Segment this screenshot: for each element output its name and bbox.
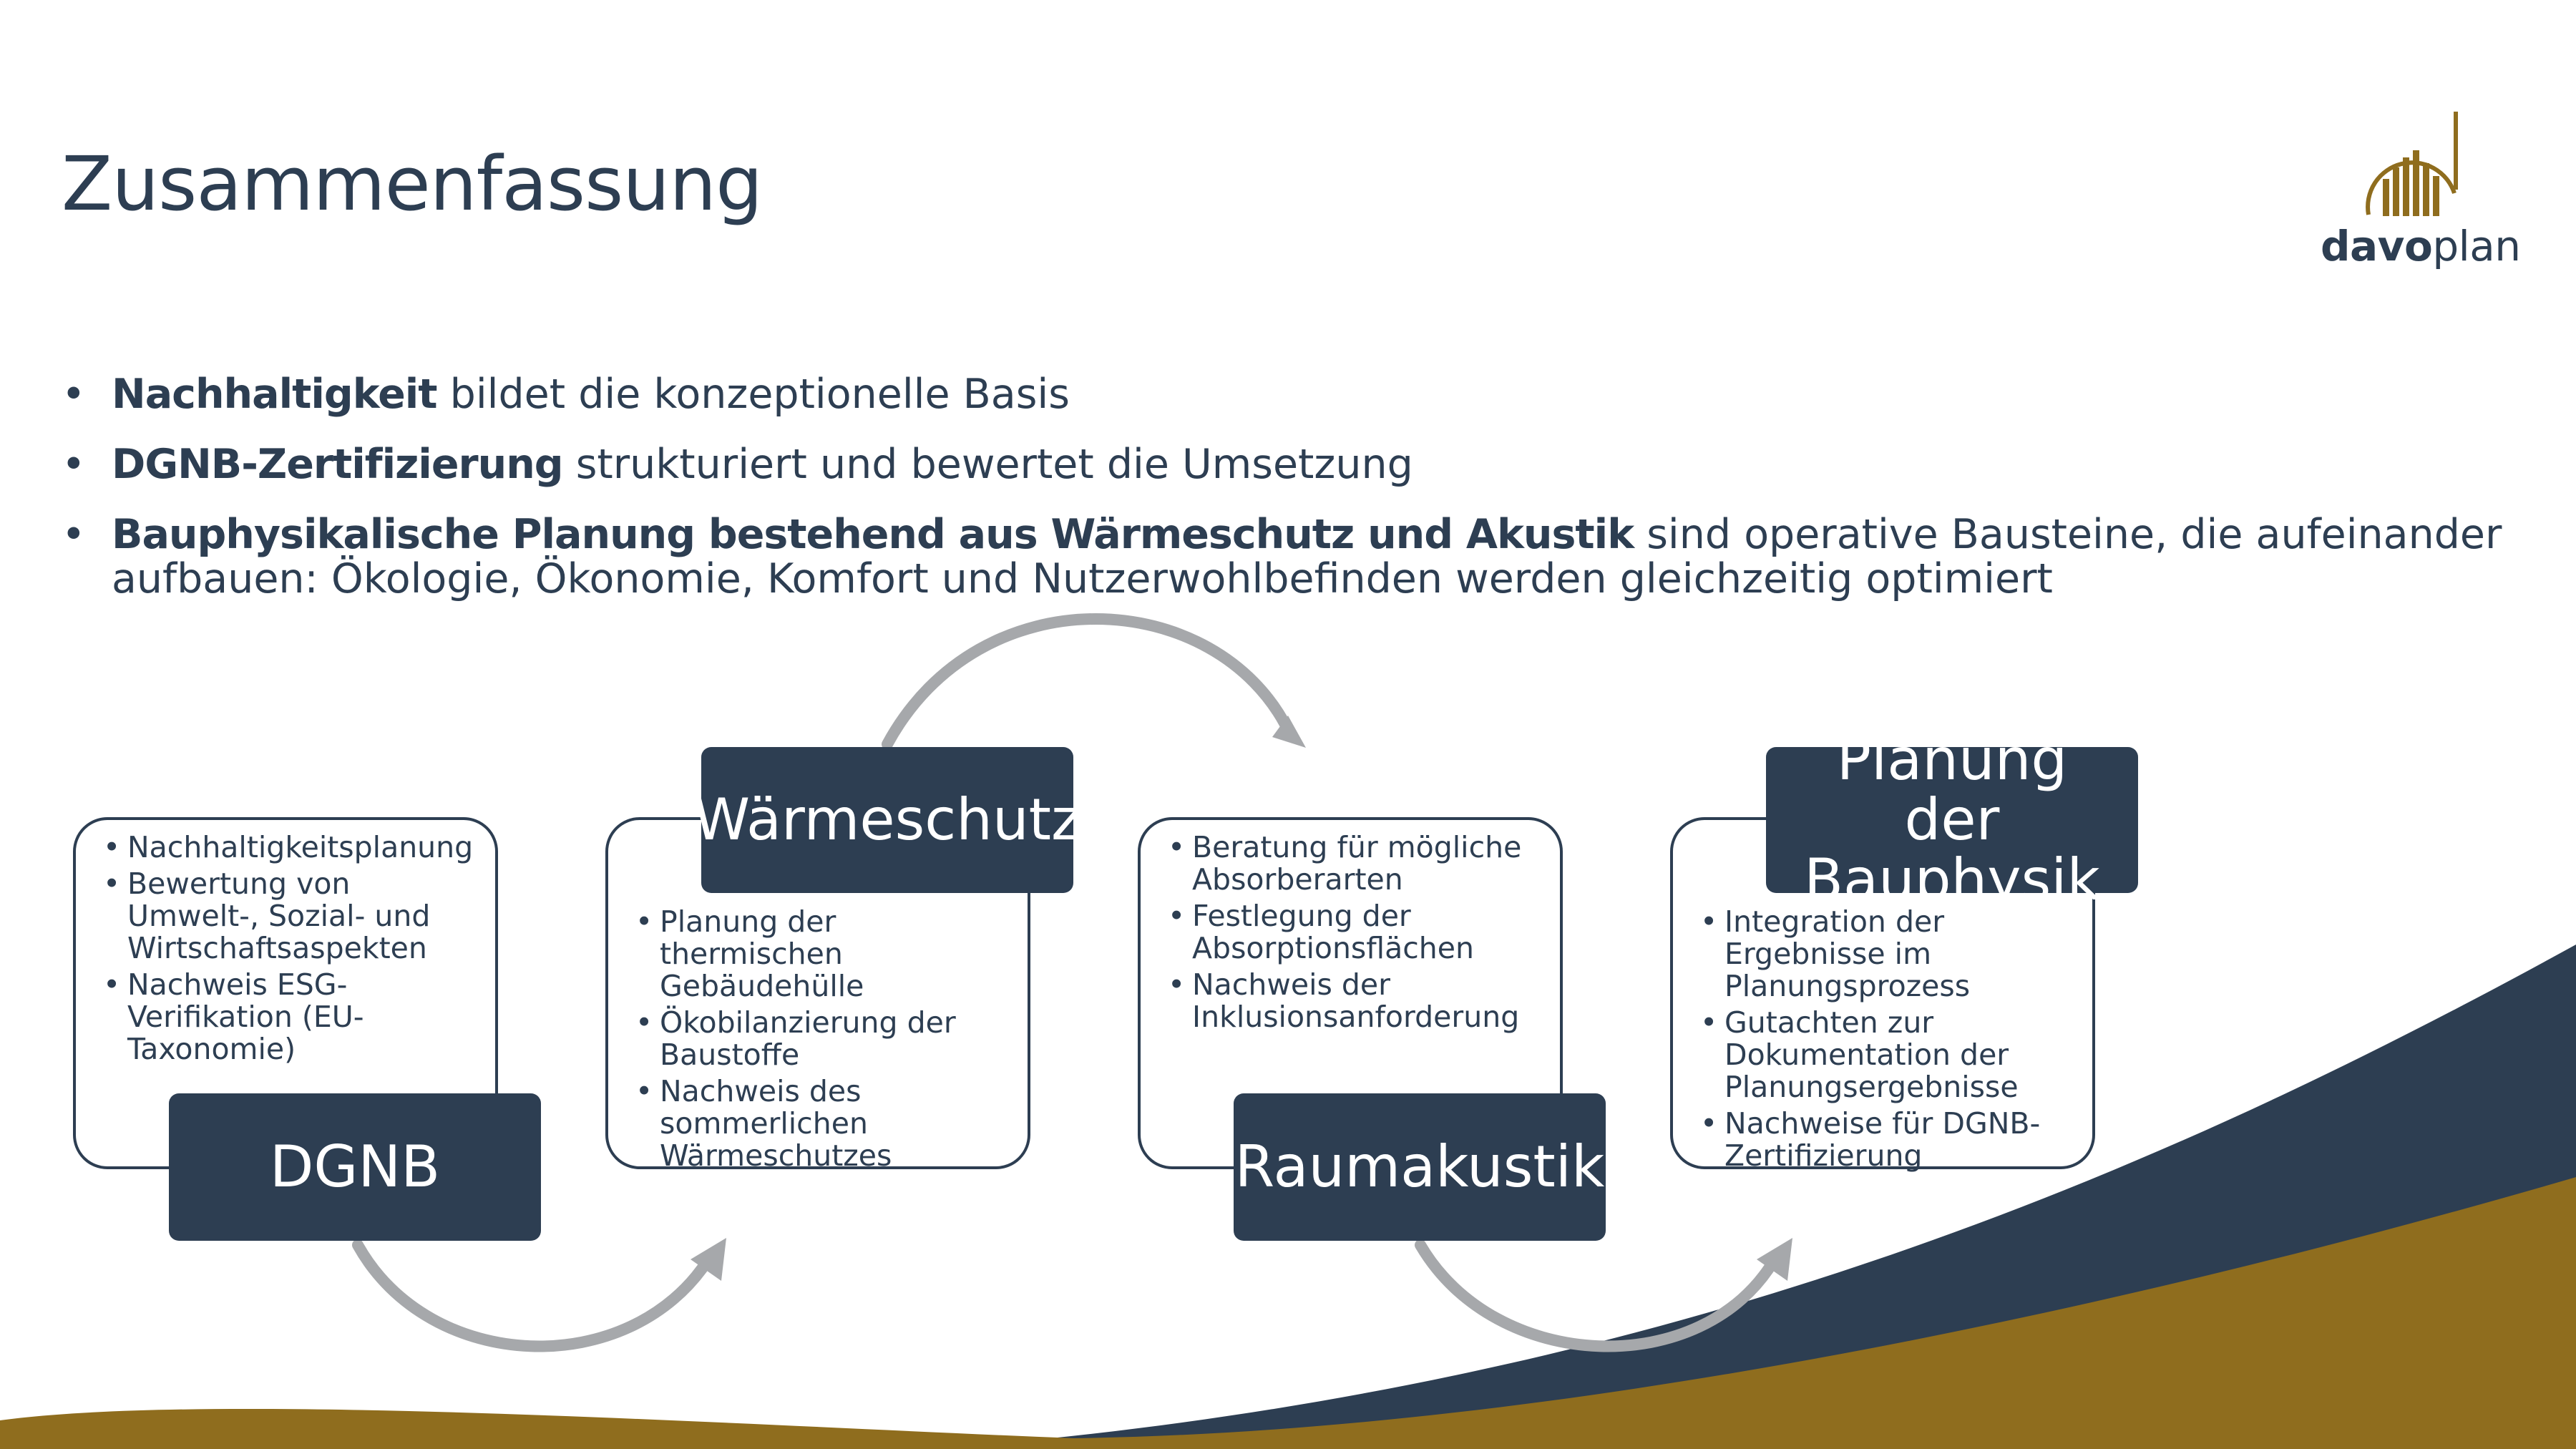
step-label-dgnb: DGNB (169, 1093, 541, 1241)
arrow-2 (887, 619, 1288, 744)
bullet-item: • Bauphysikalische Planung bestehend aus Wärmeschutz und Akustik sind operative Bausteine, die aufeinander aufbauen: Ökologie, Ökonomie, Komfort und Nutzerwohlbefinden werden gleichzeitig optimiert (62, 511, 2502, 602)
bullet-item: • DGNB-Zertifizierung strukturiert und bewertet die Umsetzung (62, 441, 1413, 488)
arrow-3 (1420, 1245, 1775, 1346)
list-item: • Nachweis der Inklusionsanforderung (1168, 967, 1520, 1034)
bullet-item: • Nachhaltigkeit bildet die konzeptionelle Basis (62, 371, 1070, 418)
list-item: • Nachhaltigkeitsplanung (103, 830, 474, 864)
slide-title: Zusammenfassung (62, 140, 763, 228)
list-item: • Integration der Ergebnisse im Planungsprozess (1700, 904, 1971, 1003)
list-item: • Bewertung von Umwelt-, Sozial- und Wirtschaftsaspekten (103, 867, 431, 965)
list-item: • Nachweis ESG-Verifikation (EU- Taxonomie) (103, 967, 364, 1066)
logo-wordmark: davoplan (2321, 222, 2521, 270)
list-item: • Ökobilanzierung der Baustoffe (635, 1005, 956, 1072)
list-item: • Nachweise für DGNB-Zertifizierung (1700, 1106, 2041, 1173)
step-label-bauphysik: Planung der Bauphysik (1766, 747, 2138, 893)
arrow-1 (358, 1245, 708, 1346)
list-item: • Beratung für mögliche Absorberarten (1168, 830, 1522, 897)
list-item: • Planung der thermischen Gebäudehülle (635, 904, 864, 1003)
list-item: • Gutachten zur Dokumentation der Planungsergebnisse (1700, 1005, 2019, 1104)
list-item: • Festlegung der Absorptionsflächen (1168, 899, 1474, 965)
step-label-raumakustik: Raumakustik (1234, 1093, 1606, 1241)
list-item: • Nachweis des sommerlichen Wärmeschutzes (635, 1074, 892, 1173)
step-label-waermeschutz: Wärmeschutz (701, 747, 1073, 893)
